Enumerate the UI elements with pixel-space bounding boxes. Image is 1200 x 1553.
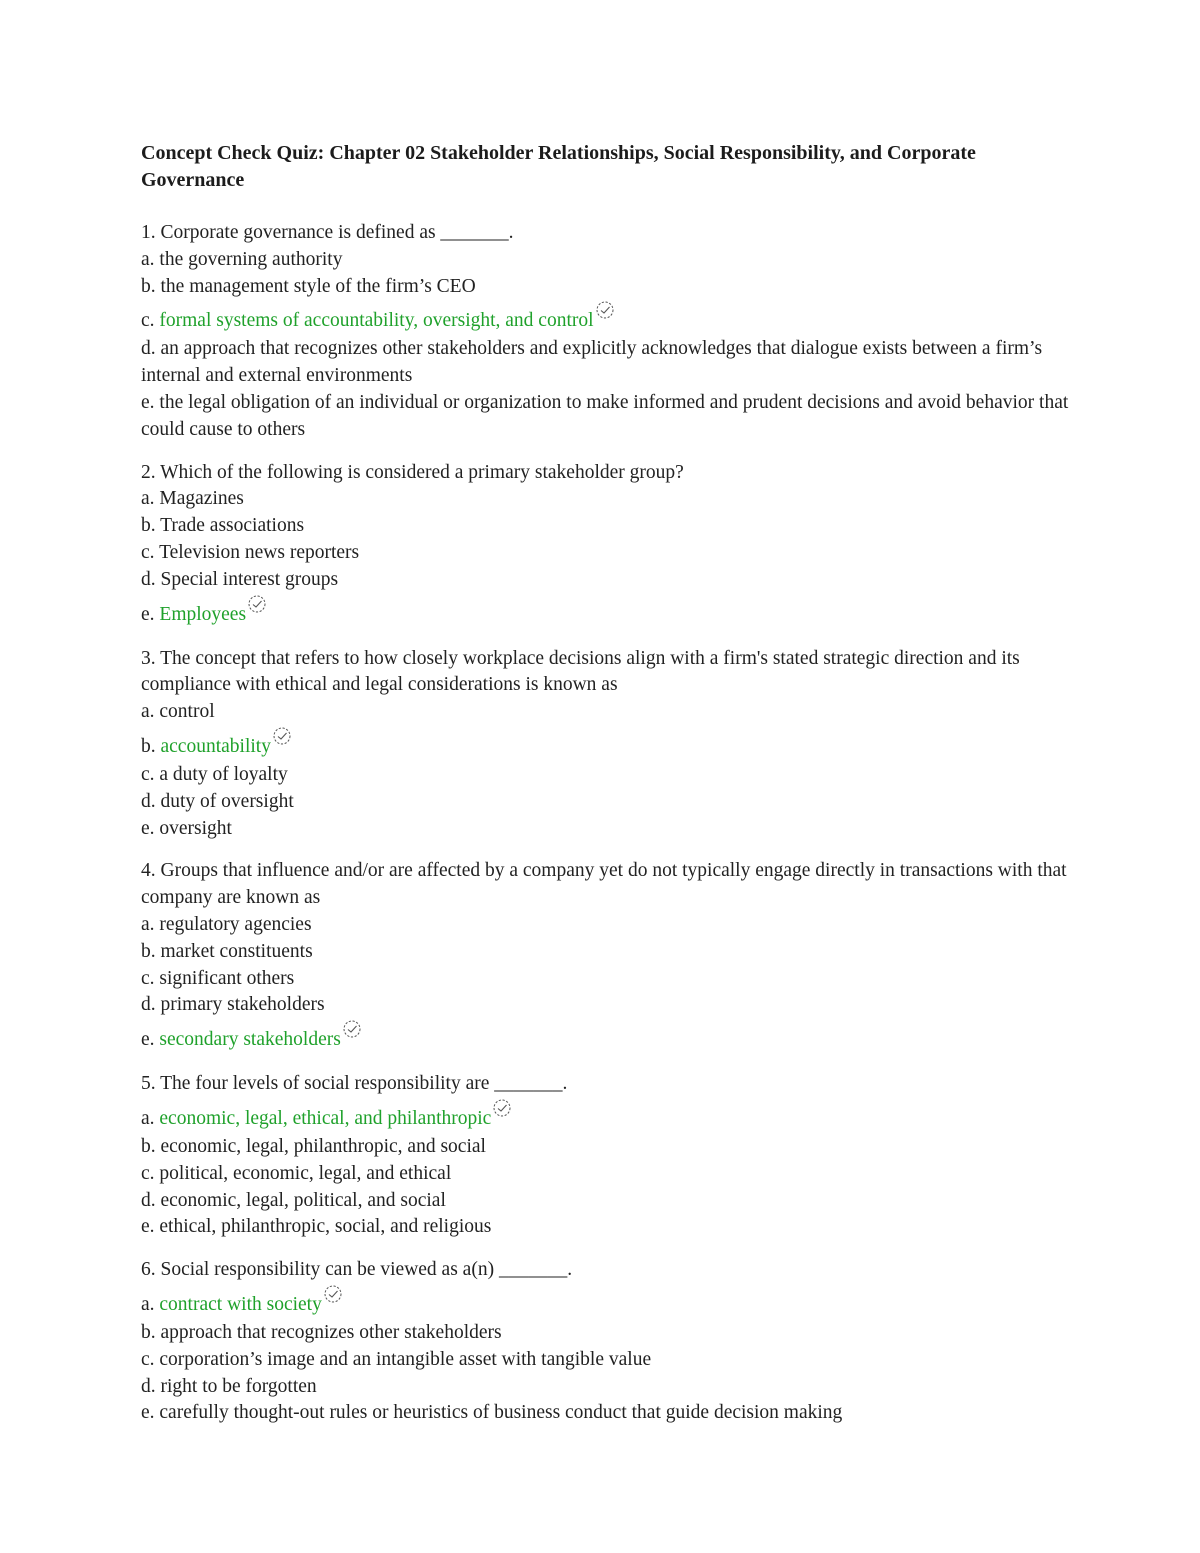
option-letter: a. xyxy=(141,488,155,510)
answer-option xyxy=(141,1400,1071,1427)
answer-option xyxy=(141,390,1071,444)
answer-option xyxy=(141,992,1071,1019)
option-letter: d. xyxy=(141,790,156,812)
option-text: economic, legal, philanthropic, and social xyxy=(160,1135,486,1157)
check-circle-icon xyxy=(342,1019,362,1039)
question-stem: 5. The four levels of social responsibility are _______. xyxy=(141,1073,568,1095)
option-letter: a. xyxy=(141,1293,155,1315)
correct-answer-option xyxy=(141,300,1071,336)
answer-option xyxy=(141,513,1071,540)
option-letter: c. xyxy=(141,541,155,563)
correct-answer-option xyxy=(141,1019,1071,1055)
option-text: right to be forgotten xyxy=(160,1375,317,1397)
option-letter: e. xyxy=(141,1402,155,1424)
option-letter: b. xyxy=(141,275,156,297)
check-circle-icon xyxy=(492,1098,512,1118)
answer-option xyxy=(141,816,1071,843)
answer-option xyxy=(141,247,1071,274)
option-text: Television news reporters xyxy=(159,541,360,563)
option-text: the governing authority xyxy=(159,248,343,270)
question-4 xyxy=(141,858,1071,1055)
answer-option xyxy=(141,789,1071,816)
option-text: secondary stakeholders xyxy=(159,1029,341,1051)
option-text: duty of oversight xyxy=(160,790,294,812)
check-circle-icon xyxy=(272,726,292,746)
question-stem: 4. Groups that influence and/or are affected by a company yet do not typically engage directly in transactions with that company are known as xyxy=(141,860,1067,909)
option-text: economic, legal, ethical, and philanthropic xyxy=(159,1107,492,1129)
check-circle-icon xyxy=(323,1284,343,1304)
answer-option xyxy=(141,1134,1071,1161)
answer-option xyxy=(141,1347,1071,1374)
option-text: formal systems of accountability, oversight, and control xyxy=(159,310,594,332)
option-letter: b. xyxy=(141,1135,156,1157)
option-text: primary stakeholders xyxy=(160,994,325,1016)
question-5 xyxy=(141,1071,1071,1241)
check-circle-icon xyxy=(247,594,267,614)
option-letter: b. xyxy=(141,940,156,962)
option-letter: b. xyxy=(141,1321,156,1343)
option-letter: c. xyxy=(141,310,155,332)
correct-answer-option xyxy=(141,594,1071,630)
option-text: oversight xyxy=(159,817,232,839)
answer-option xyxy=(141,336,1071,390)
option-letter: c. xyxy=(141,763,155,785)
answer-option xyxy=(141,966,1071,993)
question-stem: 2. Which of the following is considered a primary stakeholder group? xyxy=(141,461,684,483)
answer-option xyxy=(141,567,1071,594)
option-text: market constituents xyxy=(160,940,313,962)
question-3 xyxy=(141,646,1071,843)
question-6 xyxy=(141,1257,1071,1427)
option-letter: d. xyxy=(141,1375,156,1397)
answer-option xyxy=(141,939,1071,966)
answer-option xyxy=(141,912,1071,939)
document-title: Concept Check Quiz: Chapter 02 Stakeholder Relationships, Social Responsibility, and Corporate Governance xyxy=(141,142,976,191)
question-2 xyxy=(141,460,1071,630)
option-letter: e. xyxy=(141,817,155,839)
option-letter: e. xyxy=(141,603,155,625)
correct-answer-option xyxy=(141,1098,1071,1134)
option-text: ethical, philanthropic, social, and religious xyxy=(159,1216,492,1238)
option-text: a duty of loyalty xyxy=(159,763,288,785)
answer-option xyxy=(141,1161,1071,1188)
option-text: Special interest groups xyxy=(160,568,339,590)
option-text: the management style of the firm’s CEO xyxy=(160,275,476,297)
answer-option xyxy=(141,699,1071,726)
question-stem: 6. Social responsibility can be viewed as a(n) _______. xyxy=(141,1259,573,1281)
option-letter: d. xyxy=(141,1189,156,1211)
answer-option xyxy=(141,540,1071,567)
answer-option xyxy=(141,1374,1071,1401)
option-text: political, economic, legal, and ethical xyxy=(159,1162,452,1184)
option-letter: d. xyxy=(141,568,156,590)
option-letter: c. xyxy=(141,967,155,989)
answer-option xyxy=(141,1214,1071,1241)
option-letter: d. xyxy=(141,994,156,1016)
correct-answer-option xyxy=(141,1284,1071,1320)
option-text: contract with society xyxy=(159,1293,322,1315)
option-text: corporation’s image and an intangible asset with tangible value xyxy=(159,1348,652,1370)
question-stem: 1. Corporate governance is defined as _______. xyxy=(141,222,514,243)
option-letter: b. xyxy=(141,735,156,757)
option-text: carefully thought-out rules or heuristics of business conduct that guide decision making xyxy=(159,1402,843,1424)
option-text: Employees xyxy=(159,603,247,625)
answer-option xyxy=(141,1188,1071,1215)
option-text: Magazines xyxy=(159,488,244,510)
option-text: approach that recognizes other stakeholders xyxy=(160,1321,502,1343)
option-text: significant others xyxy=(159,967,295,989)
option-letter: c. xyxy=(141,1162,155,1184)
option-text: regulatory agencies xyxy=(159,913,312,935)
question-1 xyxy=(141,220,1071,444)
quiz-document xyxy=(141,140,1071,1443)
option-letter: a. xyxy=(141,1107,155,1129)
question-list xyxy=(141,220,1071,1427)
option-letter: b. xyxy=(141,515,156,537)
option-letter: e. xyxy=(141,391,155,413)
option-letter: d. xyxy=(141,338,156,360)
option-text: control xyxy=(159,701,215,723)
option-letter: c. xyxy=(141,1348,155,1370)
option-text: Trade associations xyxy=(160,515,305,537)
option-letter: e. xyxy=(141,1216,155,1238)
answer-option xyxy=(141,486,1071,513)
option-text: an approach that recognizes other stakeholders and explicitly acknowledges that dialogue exists between a firm’s internal and external environments xyxy=(141,338,1043,387)
option-letter: a. xyxy=(141,248,155,270)
option-letter: e. xyxy=(141,1029,155,1051)
answer-option xyxy=(141,274,1071,301)
option-text: accountability xyxy=(160,735,271,757)
option-letter: a. xyxy=(141,701,155,723)
option-letter: a. xyxy=(141,913,155,935)
option-text: the legal obligation of an individual or organization to make informed and prudent decisions and avoid behavior that could cause to others xyxy=(141,391,1069,440)
check-circle-icon xyxy=(595,300,615,320)
question-stem: 3. The concept that refers to how closely workplace decisions align with a firm's stated strategic direction and its compliance with ethical and legal considerations is known as xyxy=(141,647,1020,696)
answer-option xyxy=(141,1320,1071,1347)
correct-answer-option xyxy=(141,726,1071,762)
option-text: economic, legal, political, and social xyxy=(160,1189,446,1211)
answer-option xyxy=(141,762,1071,789)
